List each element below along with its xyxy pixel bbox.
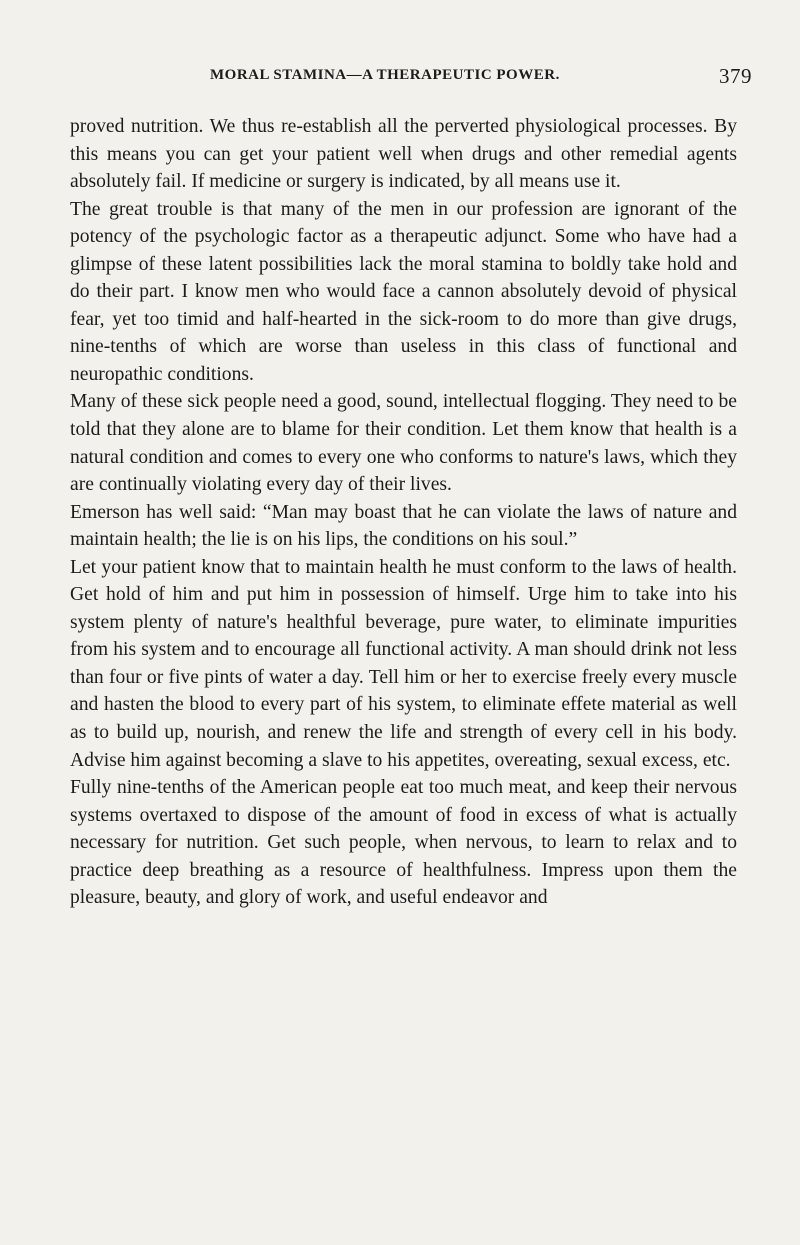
paragraph: Let your patient know that to maintain health he must conform to the laws of health. Get hold of him and put him in possession of himself. Urge him to take into his system plenty of nature's healthful beverage, pure water, to eliminate impurities from his system and to encourage all functional activity. A man should drink not less than four or five pints of water a day. Tell him or her to exercise freely every muscle and hasten the blood to every part of his system, to eliminate effete material as well as to build up, nourish, and renew the life and strength of every cell in his body. Advise him against becoming a slave to his appetites, overeating, sexual excess, etc.	[70, 556, 737, 771]
paragraph: The great trouble is that many of the men in our profession are ignorant of the potency of the psychologic factor as a therapeutic adjunct. Some who have had a glimpse of these latent possibilities lack the moral stamina to boldly take hold and do their part. I know men who would face a cannon absolutely devoid of physical fear, yet too timid and half-hearted in the sick-room to do more than give drugs, nine-tenths of which are worse than useless in this class of functional and neuropathic conditions.	[70, 198, 737, 385]
body-text	[70, 113, 737, 912]
paragraph: Fully nine-tenths of the American people eat too much meat, and keep their nervous systems overtaxed to dispose of the amount of food in excess of what is actually necessary for nutrition. Get such people, when nervous, to learn to relax and to practice deep breathing as a resource of healthfulness. Impress upon them the pleasure, beauty, and glory of work, and useful endeavor and	[70, 777, 737, 909]
paragraph: proved nutrition. We thus re-establish all the perverted physiological processes. By this means you can get your patient well when drugs and other remedial agents absolutely fail. If medicine or surgery is indicated, by all means use it.	[70, 116, 737, 193]
running-header	[72, 64, 752, 90]
running-title: MORAL STAMINA—A THERAPEUTIC POWER.	[210, 67, 560, 83]
page-number: 379	[719, 64, 752, 88]
paragraph: Emerson has well said: “Man may boast that he can violate the laws of nature and maintain health; the lie is on his lips, the conditions on his soul.”	[70, 501, 737, 551]
paragraph: Many of these sick people need a good, sound, intellectual flogging. They need to be told that they alone are to blame for their condition. Let them know that health is a natural condition and comes to every one who conforms to nature's laws, which they are continually violating every day of their lives.	[70, 391, 737, 496]
